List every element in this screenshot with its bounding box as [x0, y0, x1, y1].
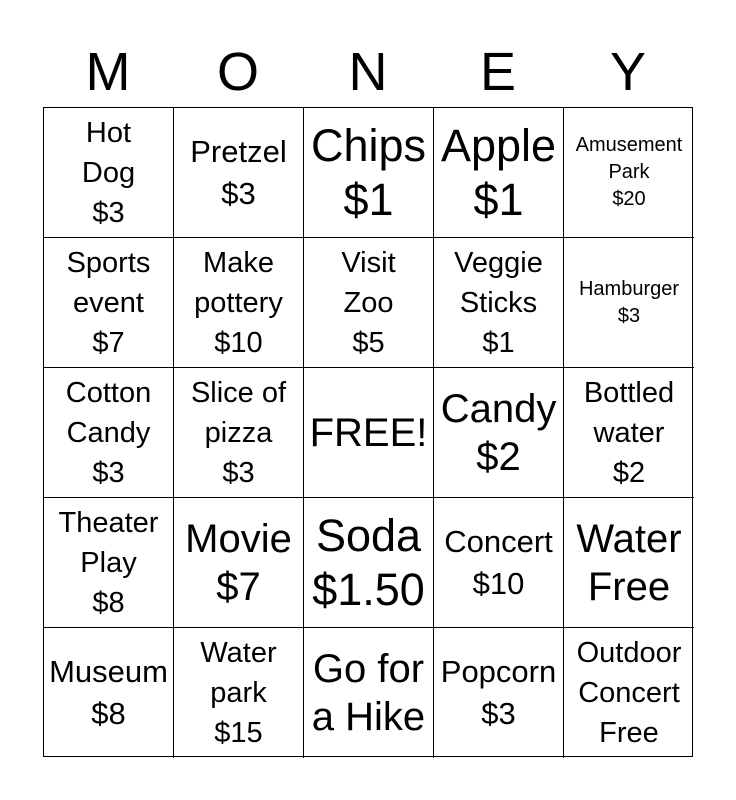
bingo-cell[interactable] [564, 368, 694, 498]
bingo-cell[interactable] [434, 238, 564, 368]
header-letter-m: M [85, 42, 131, 102]
bingo-cell[interactable] [174, 238, 304, 368]
bingo-cell[interactable] [174, 108, 304, 238]
bingo-cell[interactable] [304, 108, 434, 238]
bingo-cell-text: Concert $10 [444, 523, 553, 601]
bingo-cell[interactable] [174, 498, 304, 628]
bingo-cell[interactable] [564, 498, 694, 628]
bingo-cell-text: Sports event $7 [66, 246, 151, 359]
header-letter-y: Y [609, 42, 647, 102]
bingo-cell-text: Water park $15 [200, 637, 277, 749]
bingo-cell-text: Visit Zoo $5 [341, 246, 396, 359]
bingo-cell-text: Slice of pizza $3 [190, 376, 287, 489]
bingo-cell-text: Chips $1 [310, 119, 427, 225]
bingo-cell-text: Theater Play $8 [58, 506, 159, 619]
bingo-cell[interactable] [304, 498, 434, 628]
bingo-grid [43, 107, 693, 757]
bingo-cell[interactable] [304, 238, 434, 368]
bingo-cell[interactable] [434, 498, 564, 628]
bingo-cell[interactable] [434, 628, 564, 758]
bingo-cell-text: Apple $1 [440, 119, 557, 225]
bingo-cell-text: Hamburger $3 [578, 277, 680, 327]
bingo-cell[interactable] [44, 628, 174, 758]
bingo-cell[interactable] [44, 238, 174, 368]
bingo-cell-text: Go for a Hike [311, 647, 426, 739]
bingo-cell[interactable] [44, 368, 174, 498]
bingo-cell-text: Movie $7 [185, 516, 292, 609]
bingo-cell[interactable] [434, 368, 564, 498]
bingo-cell-text: Soda $1.50 [312, 509, 425, 615]
bingo-cell-text: Popcorn $3 [440, 654, 557, 731]
bingo-cell[interactable] [44, 498, 174, 628]
bingo-cell-text: Bottled water $2 [583, 376, 675, 489]
bingo-cell[interactable] [564, 238, 694, 368]
bingo-cell[interactable] [174, 368, 304, 498]
bingo-cell-text: Veggie Sticks $1 [454, 246, 543, 359]
bingo-cell[interactable] [44, 108, 174, 238]
bingo-cell-text: Amusement Park $20 [575, 134, 683, 210]
header-letter-e: E [479, 42, 517, 102]
bingo-cell[interactable] [564, 108, 694, 238]
bingo-cell-text: Cotton Candy $3 [65, 376, 152, 489]
header-letter-n: N [348, 42, 388, 102]
bingo-cell[interactable] [304, 368, 434, 498]
bingo-cell[interactable] [434, 108, 564, 238]
header-letter-o: O [216, 42, 259, 102]
bingo-cell-text: Hot Dog $3 [81, 116, 136, 229]
bingo-cell-text: Make pottery $10 [194, 246, 283, 359]
bingo-cell-text: Water Free [576, 516, 682, 609]
bingo-header [43, 42, 693, 102]
bingo-cell-text: Museum $8 [49, 654, 168, 731]
bingo-cell[interactable] [564, 628, 694, 758]
bingo-cell-text: Outdoor Concert Free [576, 637, 682, 749]
bingo-cell-text: Pretzel $3 [190, 133, 287, 211]
bingo-cell-text: FREE! [309, 410, 428, 455]
bingo-cell-text: Candy $2 [440, 386, 557, 479]
bingo-cell[interactable] [174, 628, 304, 758]
bingo-cell[interactable] [304, 628, 434, 758]
